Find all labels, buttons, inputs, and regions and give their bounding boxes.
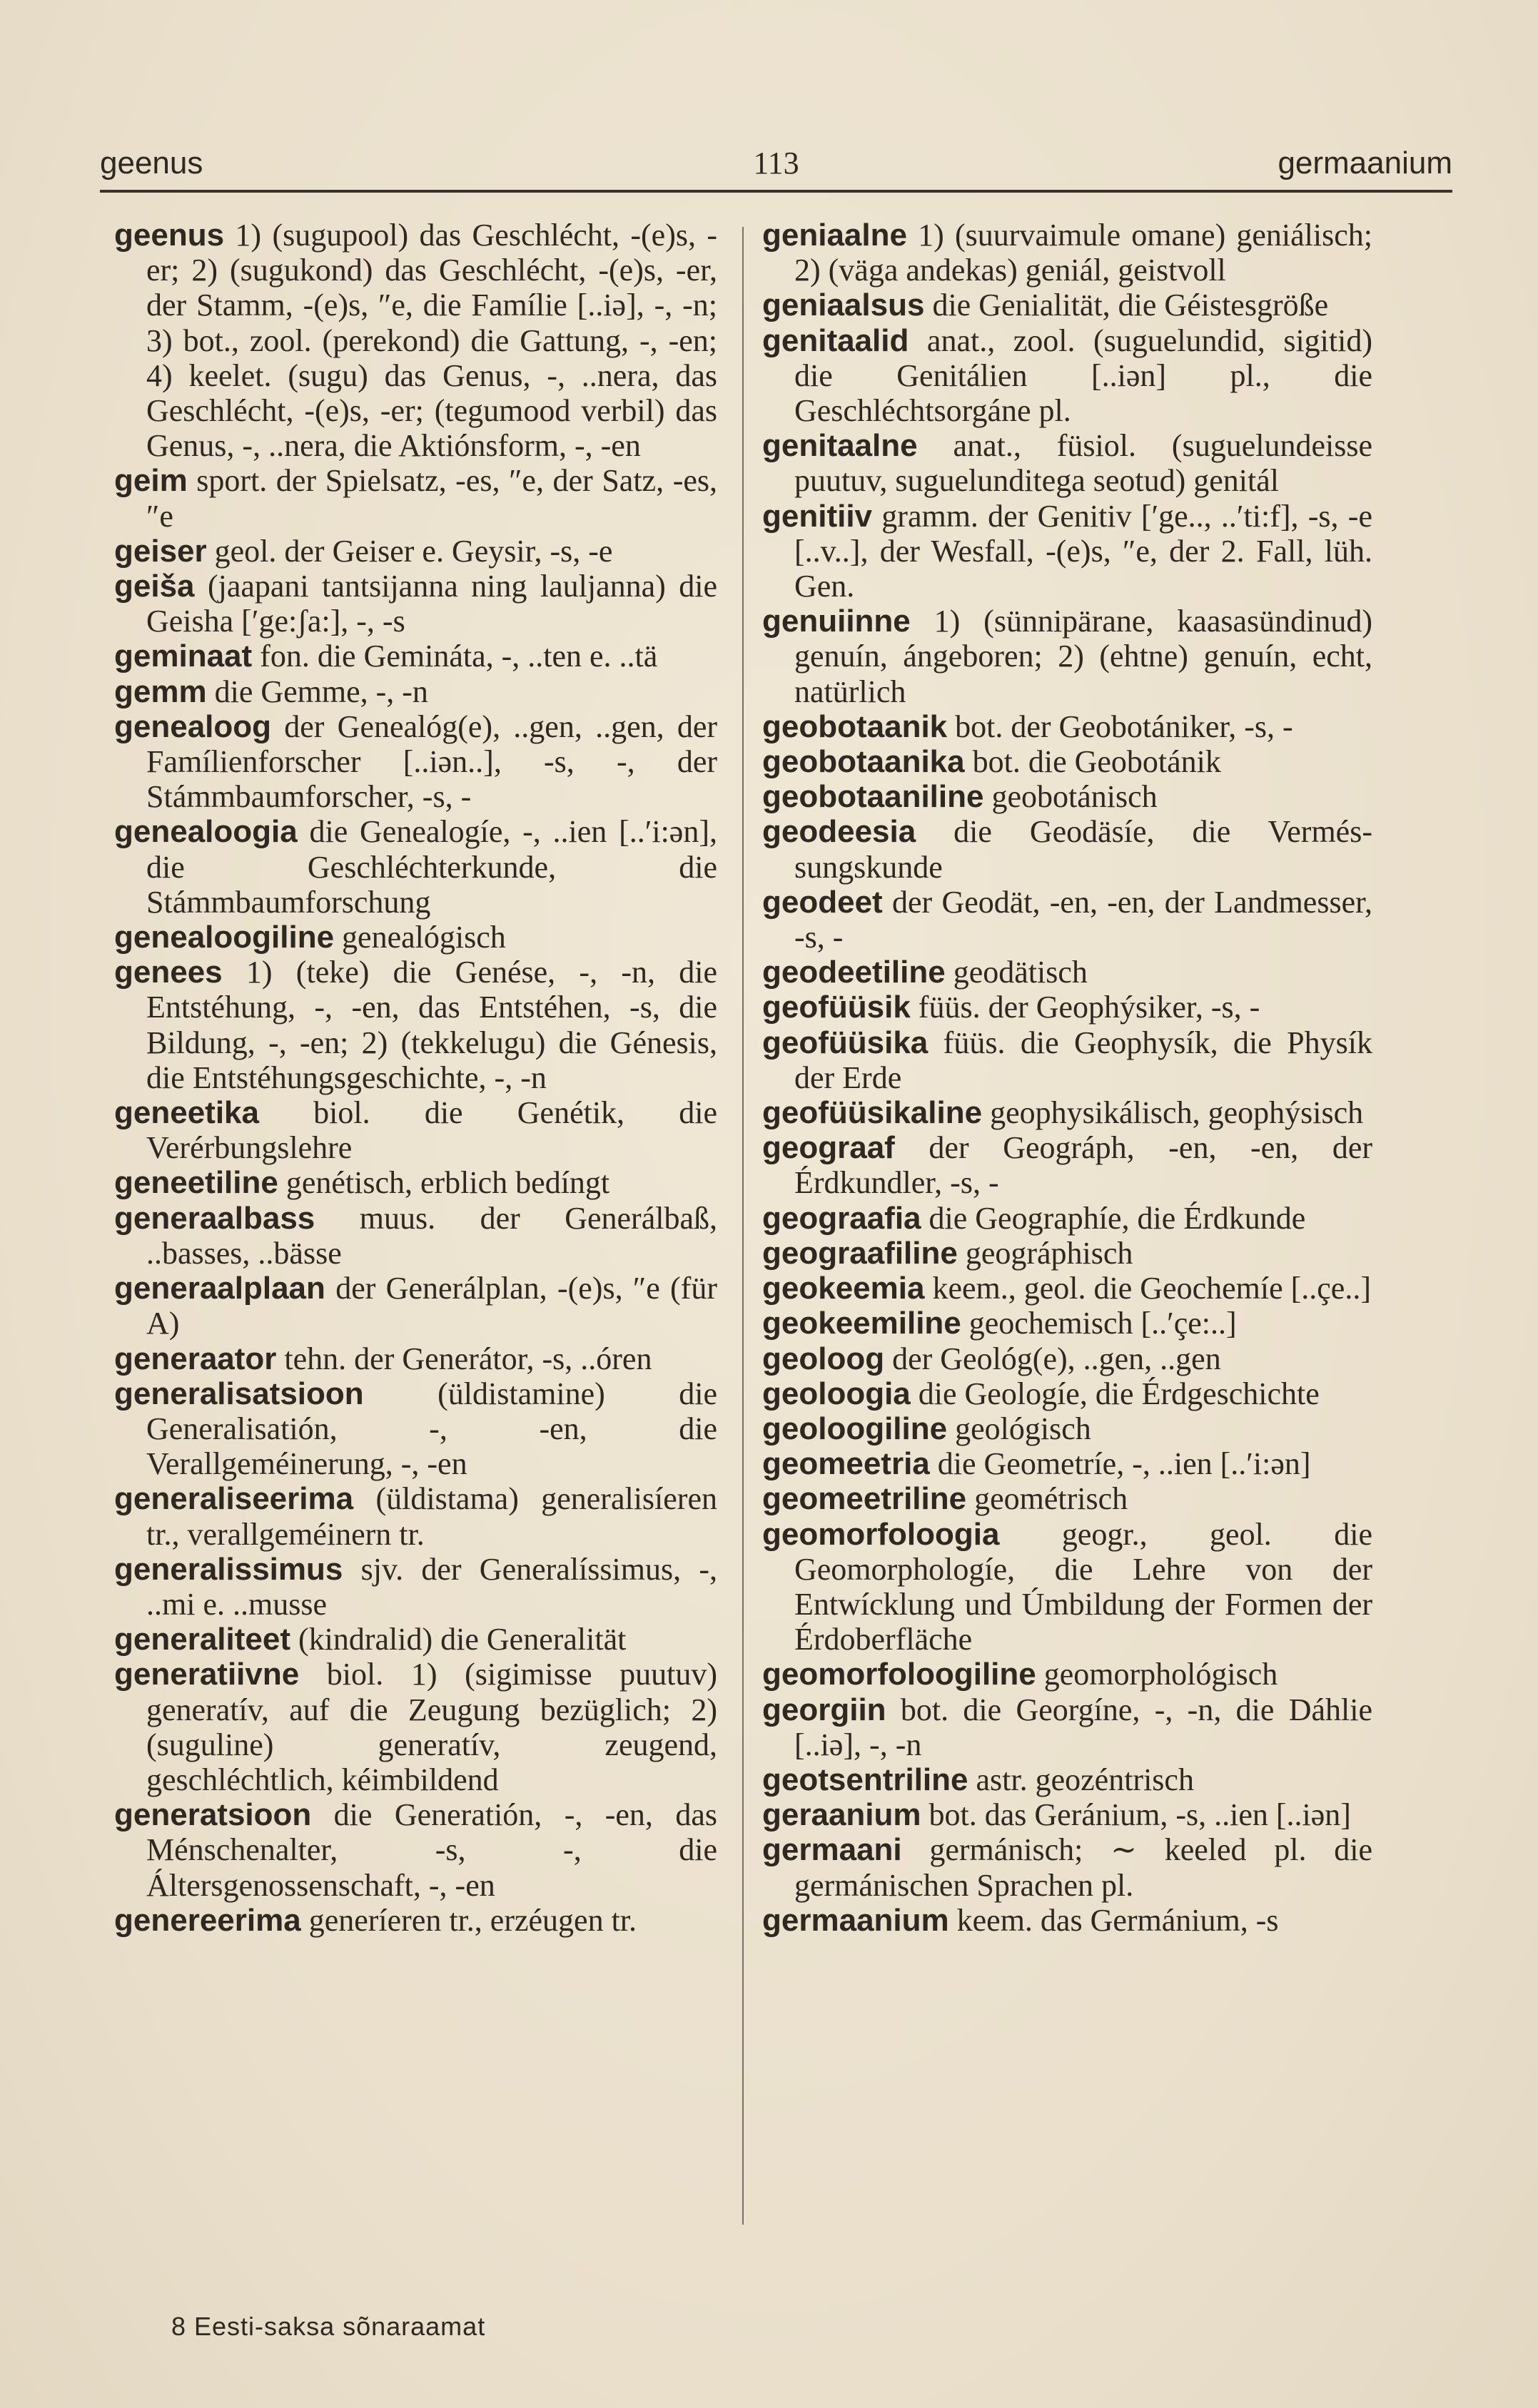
entry-definition: geológisch [947, 1411, 1091, 1446]
entry-headword: geobotaanik [762, 708, 948, 744]
entry-headword: generaalbass [114, 1200, 315, 1236]
dictionary-entry [762, 1481, 1372, 1516]
entry-definition: bot. der Geobotániker, -s, - [947, 708, 1293, 744]
dictionary-entry [762, 814, 1372, 884]
header-rule [100, 190, 1452, 193]
dictionary-entry [114, 709, 717, 815]
entry-definition: (jaapani tantsijanna ning lauljanna) die Geisha [′ge:ʃa:], -, -s [146, 569, 717, 639]
entry-headword: georgiin [762, 1692, 886, 1727]
entry-definition: keem. das Germánium, -s [948, 1902, 1279, 1938]
entry-definition: biol. die Genétik, die Verérbungslehre [146, 1095, 717, 1166]
entry-definition: bot. die Georgíne, -, -n, die Dáhlie [..iə], -, -n [794, 1692, 1372, 1762]
dictionary-entry [762, 1903, 1372, 1938]
entry-headword: geodeetiline [762, 955, 946, 990]
dictionary-entry [762, 218, 1372, 288]
entry-definition: muus. der Generálbaß, ..basses, ..bässe [146, 1200, 717, 1271]
dictionary-entry [762, 1762, 1372, 1797]
dictionary-entry [762, 1025, 1372, 1095]
entry-definition: (üldistamine) die Generalisatión, -, -en, die Verallgeméinerung, -, -en [146, 1376, 717, 1482]
entry-headword: genees [114, 955, 223, 990]
entry-definition: geol. der Geiser e. Geysir, -s, -e [206, 533, 613, 569]
entry-definition: die Gemme, -, -n [206, 674, 428, 709]
dictionary-entry [762, 428, 1372, 498]
entry-definition: geophysikálisch, geophýsisch [982, 1095, 1364, 1131]
entry-headword: geim [114, 463, 188, 499]
entry-headword: geofüüsika [762, 1025, 929, 1060]
dictionary-entry [114, 1271, 717, 1341]
dictionary-entry [762, 1306, 1372, 1341]
dictionary-entry [114, 955, 717, 1095]
dictionary-entry [114, 814, 717, 920]
entry-headword: genereerima [114, 1902, 301, 1938]
entry-definition: die Geodäsíe, die Vermés-sungskunde [794, 814, 1372, 885]
entry-headword: geomorfoloogiline [762, 1657, 1036, 1692]
dictionary-entry [114, 1481, 717, 1551]
entry-headword: geiša [114, 569, 195, 604]
entry-headword: geomorfoloogia [762, 1516, 1000, 1552]
left-column [114, 218, 717, 1938]
dictionary-entry [762, 1832, 1372, 1902]
entry-headword: genealoog [114, 708, 272, 744]
entry-definition: sjv. der Generalíssimus, -, ..mi e. ..musse [146, 1551, 717, 1622]
entry-headword: geniaalne [762, 218, 907, 253]
entry-definition: 1) (sugupool) das Geschlécht, -(e)s, -er; 2) (sugukond) das Geschlécht, -(e)s, -er, der Stamm, -(e)s, ″e, die Famílie [..iə], -, -n; 3) bot., zool. (perekond) die Gattung, -, -en; 4) keelet. (sugu) das Genus, -, ..nera, das Geschlécht, -(e)s, -er; (tegumood verbil) das Genus, -, ..nera, die Aktiónsform, -, -en [146, 218, 717, 464]
entry-headword: geodeet [762, 884, 883, 920]
entry-headword: geoloogiline [762, 1411, 948, 1446]
entry-headword: geneetiline [114, 1165, 278, 1201]
entry-definition: genealógisch [334, 920, 506, 955]
entry-definition: germánisch; ∼ keeled pl. die germánischen Sprachen pl. [794, 1832, 1372, 1903]
entry-definition: (kindralid) die Generalität [290, 1622, 627, 1657]
dictionary-entry [114, 218, 717, 463]
entry-definition: die Geologíe, die Érdgeschichte [910, 1376, 1320, 1411]
entry-headword: geoloogia [762, 1376, 911, 1411]
entry-headword: genitaalne [762, 428, 918, 464]
entry-definition: geodätisch [945, 955, 1088, 990]
entry-headword: geograafiline [762, 1235, 958, 1271]
entry-headword: germaanium [762, 1902, 949, 1938]
dictionary-entry [762, 1692, 1372, 1762]
header-right-guideword: germaanium [1278, 146, 1452, 181]
entry-definition: generíeren tr., erzéugen tr. [300, 1902, 637, 1938]
entry-headword: geofüüsikaline [762, 1095, 983, 1131]
dictionary-entry [762, 779, 1372, 814]
column-divider [742, 227, 744, 2225]
entry-headword: gemm [114, 674, 207, 709]
entry-definition: genétisch, erblich bedíngt [278, 1165, 610, 1201]
dictionary-entry [762, 1095, 1372, 1130]
entry-headword: geobotaaniline [762, 779, 984, 815]
dictionary-entry [114, 569, 717, 639]
dictionary-entry [114, 1376, 717, 1482]
entry-definition: füüs. der Geophýsiker, -s, - [910, 990, 1260, 1025]
entry-headword: geminaat [114, 639, 253, 674]
entry-definition: fon. die Gemináta, -, ..ten e. ..tä [252, 639, 658, 674]
entry-headword: geofüüsik [762, 990, 911, 1025]
entry-definition: der Geográph, -en, -en, der Érdkundler, -s, - [794, 1130, 1372, 1201]
entry-headword: genealoogiline [114, 920, 335, 955]
dictionary-entry [114, 1165, 717, 1200]
entry-definition: astr. geozéntrisch [968, 1762, 1194, 1797]
dictionary-entry [762, 323, 1372, 429]
entry-headword: geokeemiline [762, 1306, 961, 1341]
entry-headword: genuiinne [762, 604, 911, 639]
entry-headword: generaator [114, 1341, 277, 1376]
entry-definition: tehn. der Generátor, -s, ..óren [276, 1341, 652, 1376]
entry-headword: generaliteet [114, 1622, 290, 1657]
entry-definition: (üldistama) generalisíeren tr., verallgeméinern tr. [146, 1481, 717, 1552]
entry-headword: geotsentriline [762, 1762, 968, 1797]
entry-definition: 1) (teke) die Genése, -, -n, die Entstéhung, -, -en, das Entstéhen, -s, die Bildung, -, -en; 2) (tekkelugu) die Génesis, die Entstéhungsgeschichte, -, -n [146, 955, 717, 1095]
entry-definition: der Generálplan, -(e)s, ″e (für A) [146, 1271, 717, 1341]
entry-headword: geograaf [762, 1130, 895, 1166]
entry-headword: generaalplaan [114, 1271, 325, 1306]
entry-headword: generatiivne [114, 1657, 300, 1692]
entry-headword: geomeetria [762, 1446, 930, 1482]
running-header [100, 136, 1452, 186]
entry-definition: der Geológ(e), ..gen, ..gen [884, 1341, 1221, 1376]
entry-definition: die Geographíe, die Érdkunde [921, 1200, 1306, 1236]
dictionary-entry [762, 990, 1372, 1025]
entry-headword: generaliseerima [114, 1481, 354, 1517]
entry-headword: germaani [762, 1832, 902, 1868]
entry-definition: geométrisch [966, 1481, 1128, 1517]
dictionary-entry [762, 1517, 1372, 1657]
dictionary-entry [114, 920, 717, 955]
dictionary-entry [762, 1271, 1372, 1306]
dictionary-entry [762, 1376, 1372, 1411]
entry-headword: genitaalid [762, 322, 909, 358]
dictionary-entry [114, 1657, 717, 1797]
dictionary-entry [762, 499, 1372, 604]
dictionary-entry [114, 1201, 717, 1271]
entry-headword: geoloog [762, 1341, 885, 1376]
dictionary-entry [114, 463, 717, 533]
entry-headword: geomeetriline [762, 1481, 967, 1517]
dictionary-entry [114, 1903, 717, 1938]
entry-headword: geobotaanika [762, 744, 965, 780]
header-left-guideword: geenus [100, 146, 203, 181]
entry-headword: generalisatsioon [114, 1376, 364, 1411]
entry-definition: geobotánisch [983, 779, 1158, 815]
entry-definition: füüs. die Geophysík, die Physík der Erde [794, 1025, 1372, 1095]
dictionary-entry [114, 1095, 717, 1165]
entry-headword: geneetika [114, 1095, 259, 1131]
dictionary-entry [762, 1446, 1372, 1481]
entry-definition: keem., geol. die Geochemíe [..çe..] [924, 1271, 1371, 1306]
entry-definition: 1) (suurvaimule omane) geniálisch; 2) (väga andekas) geniál, geistvoll [794, 218, 1372, 288]
entry-definition: biol. 1) (sigimisse puutuv) generatív, auf die Zeugung bezüglich; 2) (suguline) generatív, zeugend, geschléchtlich, kéimbildend [146, 1657, 717, 1797]
dictionary-entry [114, 1341, 717, 1376]
entry-headword: genitiiv [762, 498, 873, 534]
footer-signature: 8 Eesti-saksa sõnaraamat [171, 2312, 486, 2341]
dictionary-entry [114, 534, 717, 569]
entry-definition: anat., zool. (suguelundid, sigitid) die Genitálien [..iən] pl., die Geschléchtsorgáne pl. [794, 322, 1372, 429]
entry-definition: bot. die Geobotánik [964, 744, 1221, 780]
entry-definition: anat., füsiol. (suguelundeisse puutuv, suguelunditega seotud) genitál [794, 428, 1372, 499]
dictionary-entry [762, 955, 1372, 990]
entry-definition: geomorphológisch [1036, 1657, 1278, 1692]
entry-definition: geochemisch [..′çe:..] [961, 1306, 1237, 1341]
entry-definition: geogr., geol. die Geomorphologíe, die Lehre von der Entwícklung und Úmbildung der Formen der Érdoberfläche [794, 1516, 1372, 1657]
entry-headword: geokeemia [762, 1271, 925, 1306]
entry-definition: der Genealóg(e), ..gen, ..gen, der Famílienforscher [..iən..], -s, -, der Stámmbaumforscher, -s, - [146, 708, 717, 815]
dictionary-entry [114, 1622, 717, 1657]
entry-headword: genealoogia [114, 814, 298, 850]
entry-definition: bot. das Geránium, -s, ..ien [..iən] [921, 1797, 1351, 1833]
dictionary-entry [762, 288, 1372, 322]
entry-definition: die Genealogíe, -, ..ien [..′i:ən], die Geschléchterkunde, die Stámmbaumforschung [146, 814, 717, 920]
dictionary-entry [762, 885, 1372, 955]
dictionary-entry [762, 1201, 1372, 1236]
dictionary-entry [762, 1130, 1372, 1200]
right-column [762, 218, 1372, 1938]
entry-definition: gramm. der Genitiv [′ge.., ..′ti:f], -s, -e [..v..], der Wesfall, -(e)s, ″e, der 2. Fall, lüh. Gen. [794, 498, 1372, 604]
entry-headword: geiser [114, 533, 207, 569]
dictionary-entry [114, 1552, 717, 1622]
dictionary-entry [762, 1341, 1372, 1376]
entry-definition: die Genialität, die Géistesgröße [924, 288, 1329, 323]
dictionary-entry [762, 744, 1372, 779]
entry-definition: geográphisch [957, 1235, 1133, 1271]
page-number: 113 [753, 146, 799, 181]
dictionary-entry [762, 1657, 1372, 1692]
entry-definition: 1) (sünnipärane, kaasasündinud) genuín, ángeboren; 2) (ehtne) genuín, echt, natürlich [794, 604, 1372, 709]
dictionary-entry [114, 674, 717, 709]
dictionary-entry [762, 604, 1372, 709]
entry-definition: sport. der Spielsatz, -es, ″e, der Satz, -es, ″e [146, 463, 717, 534]
entry-headword: generatsioon [114, 1797, 312, 1833]
dictionary-entry [114, 1797, 717, 1903]
dictionary-entry [114, 639, 717, 674]
entry-definition: die Generatión, -, -en, das Ménschenalter, -s, -, die Áltersgenossenschaft, -, -en [146, 1797, 717, 1903]
dictionary-entry [762, 1797, 1372, 1832]
entry-definition: der Geodät, -en, -en, der Landmesser, -s, - [794, 884, 1372, 955]
dictionary-entry [762, 1411, 1372, 1446]
entry-headword: geograafia [762, 1200, 921, 1236]
entry-headword: generalissimus [114, 1551, 343, 1587]
dictionary-entry [762, 1236, 1372, 1271]
dictionary-entry [762, 709, 1372, 744]
entry-definition: die Geometríe, -, ..ien [..′i:ən] [929, 1446, 1311, 1482]
entry-headword: geraanium [762, 1797, 921, 1833]
entry-headword: geodeesia [762, 814, 916, 850]
entry-headword: geenus [114, 218, 225, 253]
entry-headword: geniaalsus [762, 288, 925, 323]
